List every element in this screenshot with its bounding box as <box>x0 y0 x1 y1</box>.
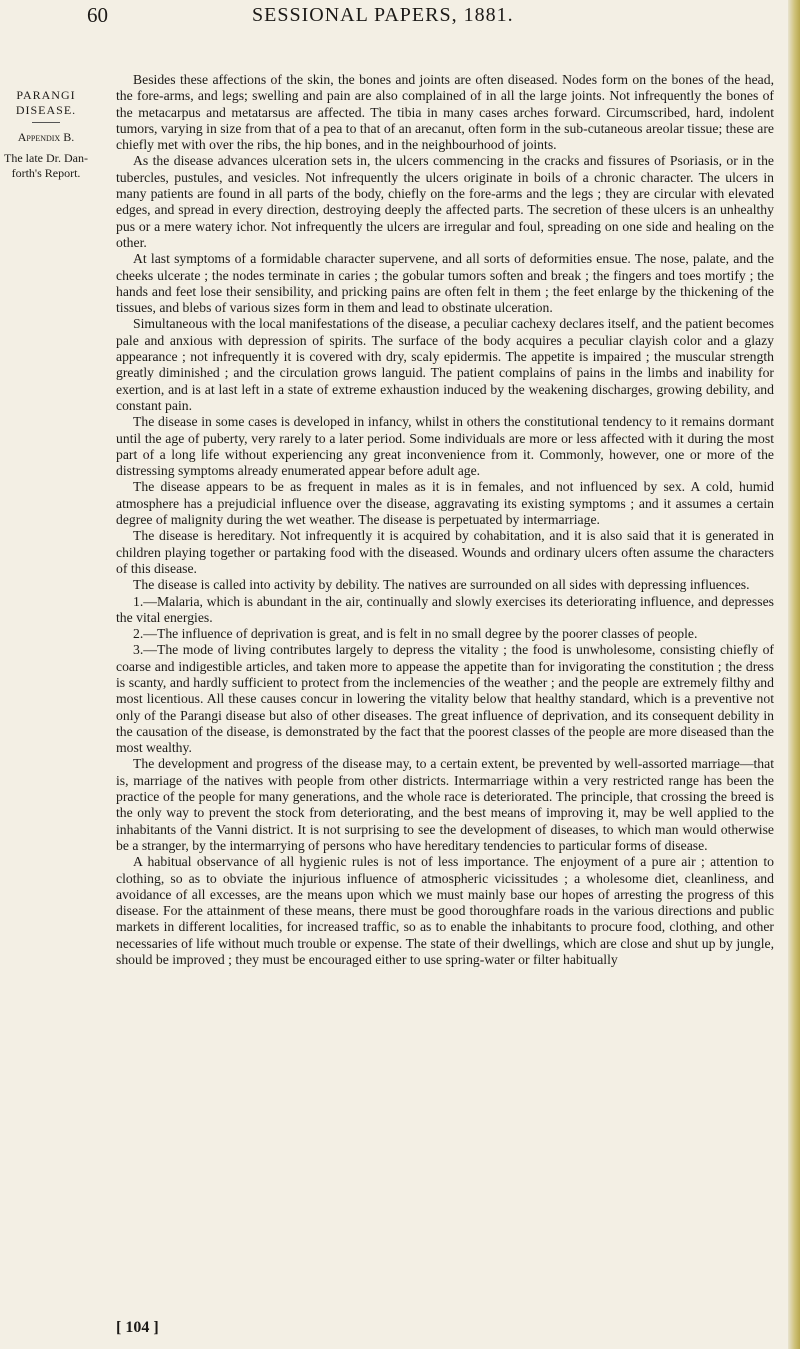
paragraph: The disease is hereditary. Not infrequently it is acquired by cohabitation, and it is also said that it is generated in children playing together or partaking food with the diseased. Wounds and ordinary ulcers often assume the characters of this disease. <box>116 528 774 576</box>
margin-topic: PARANGI <box>16 88 76 102</box>
paragraph: The development and progress of the disease may, to a certain extent, be prevented by well-assorted marriage—that is, marriage of the natives with people from other districts. Intermarriage within a very restricted range has been the practice of the people for many generations, and the whole race is deteriorated. The principle, that crossing the breed is the only way to prevent the stock from deteriorating, and the best means of improving it, may be well applied to the inhabitants of the Vanni district. It is not surprising to see the development of diseases, to which man would otherwise be a stranger, by the intermarrying of persons who have hereditary tendencies to particular forms of disease. <box>116 756 774 853</box>
paragraph: 3.—The mode of living contributes largely to depress the vitality ; the food is unwholesome, consisting chiefly of coarse and indigestible articles, and taken more to appease the appetite than for invigorating the constitution ; the dress is scanty, and hardly sufficient to protect from the inclemencies of the weather ; and the people are extremely filthy and most licentious. All these causes concur in lowering the vitality below that healthy standard, which is a preventive not only of the Parangi disease but also of other diseases. The great influence of deprivation, and its consequent debility in the causation of the disease, is demonstrated by the fact that the poorest classes of the people are more diseased than the most wealthy. <box>116 642 774 756</box>
running-header: SESSIONAL PAPERS, 1881. <box>252 4 514 26</box>
paragraph: 2.—The influence of deprivation is great, and is felt in no small degree by the poorer classes of people. <box>133 626 698 642</box>
margin-source-2: forth's Report. <box>11 166 81 180</box>
margin-note <box>0 88 92 181</box>
paragraph: Besides these affections of the skin, the bones and joints are often diseased. Nodes form on the bones of the head, the fore-arms, and legs; swelling and pain are also complained of in all the large joints. Not infrequently the bones of the metacarpus and metatarsus are affected. The tibia in many cases arches forward. Circumscribed, hard, indolent tumors, varying in size from that of a pea to that of an arecanut, often form in the sub-cutaneous areolar tissue; these are chiefly met with over the ribs, the hip bones, and in the neighbourhood of joints. <box>116 72 774 153</box>
page-number: 60 <box>87 3 108 27</box>
paragraph: At last symptoms of a formidable character supervene, and all sorts of deformities ensue. The nose, palate, and the cheeks ulcerate ; the nodes terminate in caries ; the gobular tumors soften and break ; the fingers and toes mortify ; the hands and feet lose their sensibility, and pricking pains are often felt in them ; the feet enlarge by the thickening of the tissues, and blebs of various sizes form in them and lead to obstinate ulceration. <box>116 251 774 316</box>
paragraph: A habitual observance of all hygienic rules is not of less importance. The enjoyment of a pure air ; attention to clothing, so as to obviate the injurious influence of atmospheric vicissitudes ; a wholesome diet, cleanliness, and avoidance of all excesses, are the means upon which we must mainly base our hopes of arresting the progress of this disease. For the attainment of these means, there must be good thoroughfare roads in the various directions and public markets in different localities, for increased traffic, so as to enable the inhabitants to procure food, clothing, and other necessaries of life without much trouble or expense. The state of their dwellings, which are close and shut up by jungle, should be improved ; they must be encouraged either to use spring-water or filter habitually <box>116 854 774 968</box>
paragraph: The disease in some cases is developed in infancy, whilst in others the constitutional tendency to it remains dormant until the age of puberty, very rarely to a later period. Some individuals are more or less affected with it during the most part of a long life without experiencing any great inconvenience from it. Commonly, however, one or more of the distressing symptoms already enumerated appear before adult age. <box>116 414 774 479</box>
body-text <box>116 72 774 968</box>
paragraph: The disease is called into activity by debility. The natives are surrounded on all sides with depressing influences. <box>133 577 750 593</box>
footer-page-reference: [ 104 ] <box>116 1319 159 1336</box>
margin-source: The late Dr. Dan- <box>4 151 88 165</box>
page-edge <box>788 0 800 1349</box>
paragraph: As the disease advances ulceration sets in, the ulcers commencing in the cracks and fissures of Psoriasis, or in the tubercles, pustules, and vesicles. Not infrequently the ulcers originate in boils of a chronic character. The ulcers in many patients are found in all parts of the body, chiefly on the fore-arms and the legs ; they are circular with elevated edges, and spread in every direction, destroying deeply the affected parts. The secretion of these ulcers is an unhealthy pus or a mere watery ichor. Not infrequently the ulcers are irregular and foul, spreading on one side and healing on the other. <box>116 153 774 250</box>
margin-topic-2: DISEASE. <box>15 103 77 117</box>
margin-rule <box>32 122 60 123</box>
paragraph: 1.—Malaria, which is abundant in the air, continually and slowly exercises its deteriorating influence, and depresses the vital energies. <box>116 593 774 625</box>
paragraph: The disease appears to be as frequent in males as it is in females, and not influenced by sex. A cold, humid atmosphere has a prejudicial influence over the disease, aggravating its existing symptoms ; and it assumes a certain degree of malignity during the wet weather. The disease is perpetuated by intermarriage. <box>116 479 774 528</box>
paragraph: Simultaneous with the local manifestations of the disease, a peculiar cachexy declares itself, and the patient becomes pale and anxious with depression of spirits. The surface of the body acquires a peculiar clayish color and a glazy appearance ; not infrequently it is covered with dry, scaly epidermis. The appetite is impaired ; the muscular strength greatly diminished ; and the circulation grows languid. The patient complains of pains in the limbs and inability for exertion, and is at last left in a state of extreme exhaustion induced by the weakening discharges, growing debility, and constant pain. <box>116 316 774 413</box>
margin-appendix: Appendix B. <box>17 130 75 144</box>
